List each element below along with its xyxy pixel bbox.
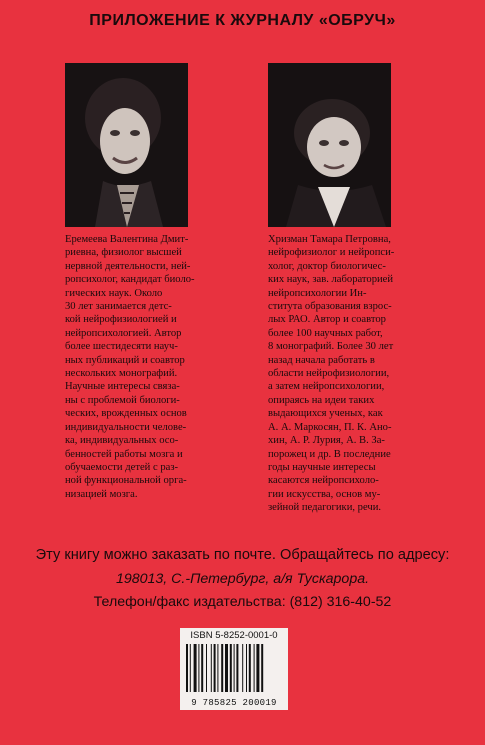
isbn-number: ISBN 5-8252-0001-0	[190, 630, 278, 641]
postal-address: 198013, С.-Петербург, а/я Тускарора.	[115, 571, 370, 587]
isbn-barcode	[180, 628, 288, 710]
author-bio-right: Хризман Тамара Петровна, нейрофизиолог и нейропси- холог, доктор биологичес- ких наук, зав. лабораторией нейропсихологии Ин- ститута образования взрос- лых РАО. Автор и соавтор более 100 научных работ, 8 монографий. Более 30 лет назад начала работать в области нейрофизиологии, а затем нейропсихологии, опираясь на идеи таких выдающихся ученых, как А. А. Маркосян, П. К. Ано- хин, А. Р. Лурия, А. В. За- порожец и др. В последние годы научные интересы касаются нейропсихоло- гии искусства, основ му- зейной педагогики, речи.	[268, 234, 395, 514]
author-bio-left: Еремеева Валентина Дмит- риевна, физиолог высшей нервной деятельности, ней- ропсихолог, кандидат биоло- гических наук. Около 30 лет занимается детс- кой нейрофизиологией и нейропсихологией. Автор более шестидесяти науч- ных публикаций и соавтор нескольких монографий. Научные интересы связа- ны с проблемой биологи- ческих, врожденных основ индивидуальности челове- ка, индивидуальных осо- бенностей работы мозга и обучаемости детей с раз- ной функциональной орга- низацией мозга.	[65, 234, 195, 500]
publisher-phone: Телефон/факс издательства: (812) 316-40-52	[93, 594, 392, 610]
journal-supplement-title: ПРИЛОЖЕНИЕ К ЖУРНАЛУ «ОБРУЧ»	[89, 12, 396, 29]
author-photo-right	[268, 63, 391, 227]
author-photo-left	[65, 63, 188, 227]
portrait-photo-woman-smiling-icon	[65, 63, 188, 227]
barcode-bars-icon	[186, 644, 282, 692]
order-by-mail-text: Эту книгу можно заказать по почте. Обращайтесь по адресу:	[35, 547, 450, 563]
portrait-photo-woman-jacket-icon	[268, 63, 391, 227]
barcode-digits: 9 785825 200019	[191, 698, 277, 708]
